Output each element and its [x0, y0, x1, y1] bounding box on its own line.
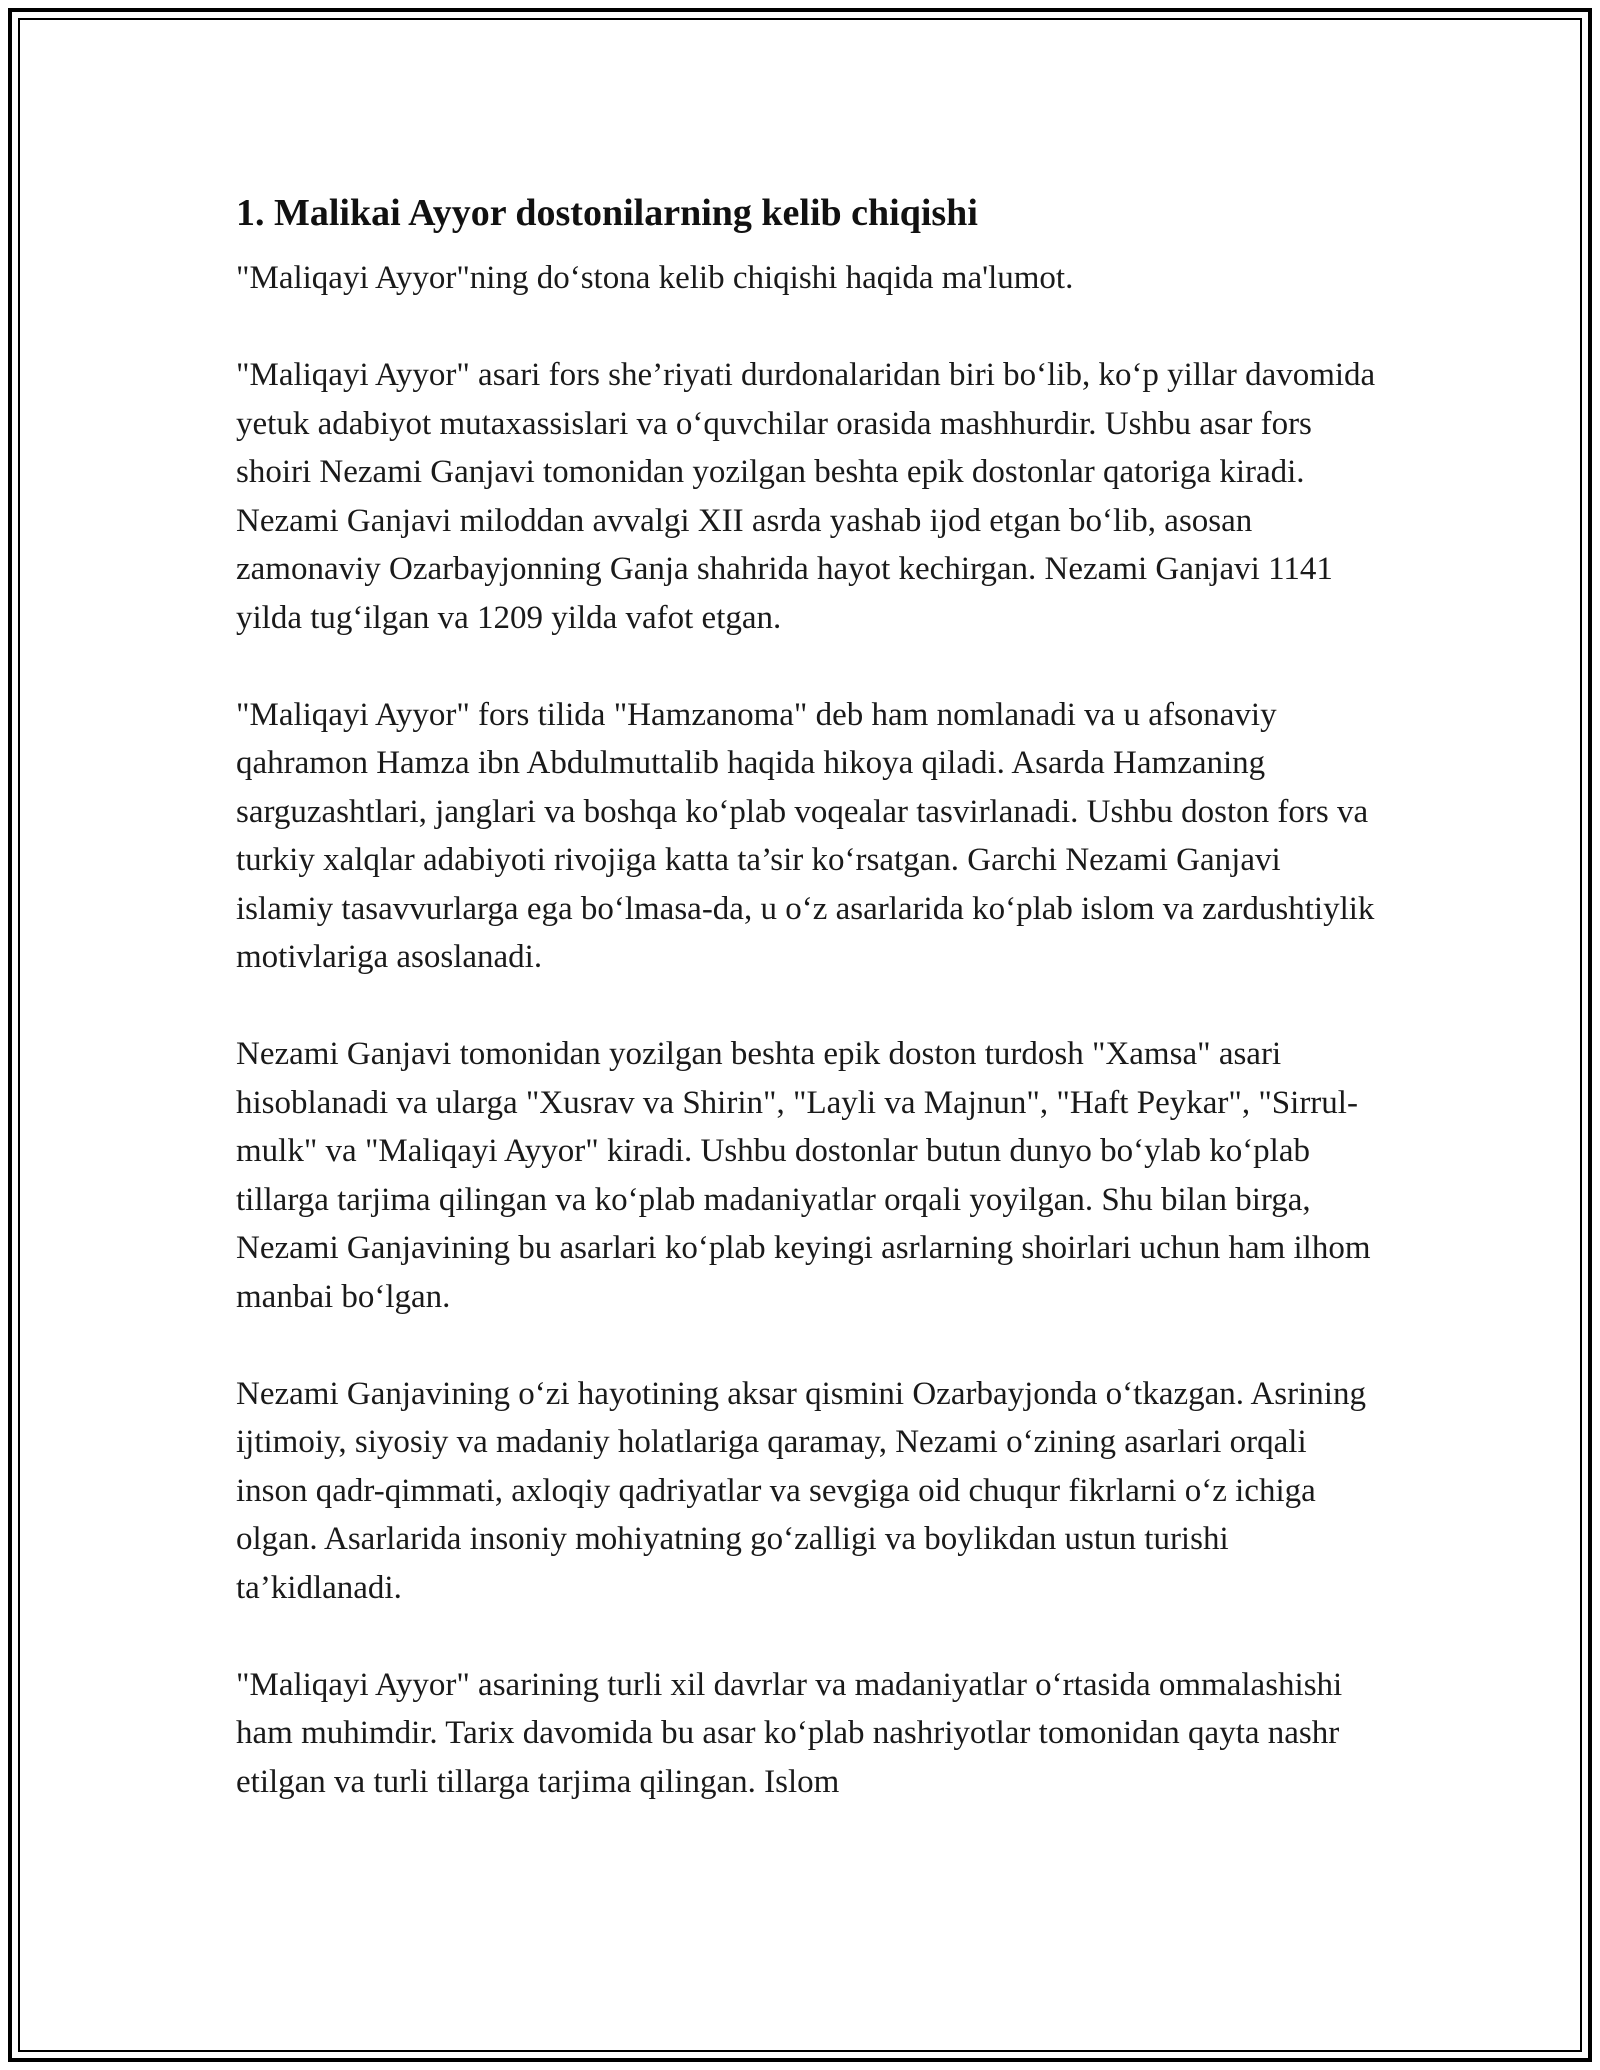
paragraph-author: "Maliqayi Ayyor" asari fors she’riyati durdonalaridan biri bo‘lib, ko‘p yillar davomida yetuk adabiyot mutaxassislari va o‘quvchilar orasida mashhurdir. Ushbu asar fors shoiri Nezami Ganjavi tomonidan yozilgan beshta epik dostonlar qatoriga kiradi. Nezami Ganjavi miloddan avvalgi XII asrda yashab ijod etgan bo‘lib, asosan zamonaviy Ozarbayjonning Ganja shahrida hayot kechirgan. Nezami Ganjavi 1141 yilda tug‘ilgan va 1209 yilda vafot etgan. [236, 357, 1376, 636]
document-body [236, 184, 1376, 1806]
paragraph-xamsa: Nezami Ganjavi tomonidan yozilgan beshta epik doston turdosh "Xamsa" asari hisoblanadi va ularga "Xusrav va Shirin", "Layli va Majnun", "Haft Peykar", "Sirrul-mulk" va "Maliqayi Ayyor" kiradi. Ushbu dostonlar butun dunyo bo‘ylab ko‘plab tillarga tarjima qilingan va ko‘plab madaniyatlar orqali yoyilgan. Shu bilan birga, Nezami Ganjavining bu asarlari ko‘plab keyingi asrlarning shoirlari uchun ham ilhom manbai bo‘lgan. [236, 1036, 1371, 1315]
paragraph-life: Nezami Ganjavining o‘zi hayotining aksar qismini Ozarbayjonda o‘tkazgan. Asrining ijtimoiy, siyosiy va madaniy holatlariga qaramay, Nezami o‘zining asarlari orqali inson qadr-qimmati, axloqiy qadriyatlar va sevgiga oid chuqur fikrlarni o‘z ichiga olgan. Asarlarida insoniy mohiyatning go‘zalligi va boylikdan ustun turishi ta’kidlanadi. [236, 1375, 1366, 1606]
paragraph-popularity: "Maliqayi Ayyor" asarining turli xil davrlar va madaniyatlar o‘rtasida ommalashishi ham muhimdir. Tarix davomida bu asar ko‘plab nashriyotlar tomonidan qayta nashr etilgan va turli tillarga tarjima qilingan. Islom [236, 1666, 1343, 1800]
section-title: 1. Malikai Ayyor dostonilarning kelib chiqishi [236, 192, 978, 234]
paragraph-intro: "Maliqayi Ayyor"ning do‘stona kelib chiqishi haqida ma'lumot. [236, 260, 1074, 296]
paragraph-hamzanoma: "Maliqayi Ayyor" fors tilida "Hamzanoma" deb ham nomlanadi va u afsonaviy qahramon Hamza ibn Abdulmuttalib haqida hikoya qiladi. Asarda Hamzaning sarguzashtlari, janglari va boshqa ko‘plab voqealar tasvirlanadi. Ushbu doston fors va turkiy xalqlar adabiyoti rivojiga katta ta’sir ko‘rsatgan. Garchi Nezami Ganjavi islamiy tasavvurlarga ega bo‘lmasa-da, u o‘z asarlarida ko‘plab islom va zardushtiylik motivlariga asoslanadi. [236, 696, 1375, 975]
